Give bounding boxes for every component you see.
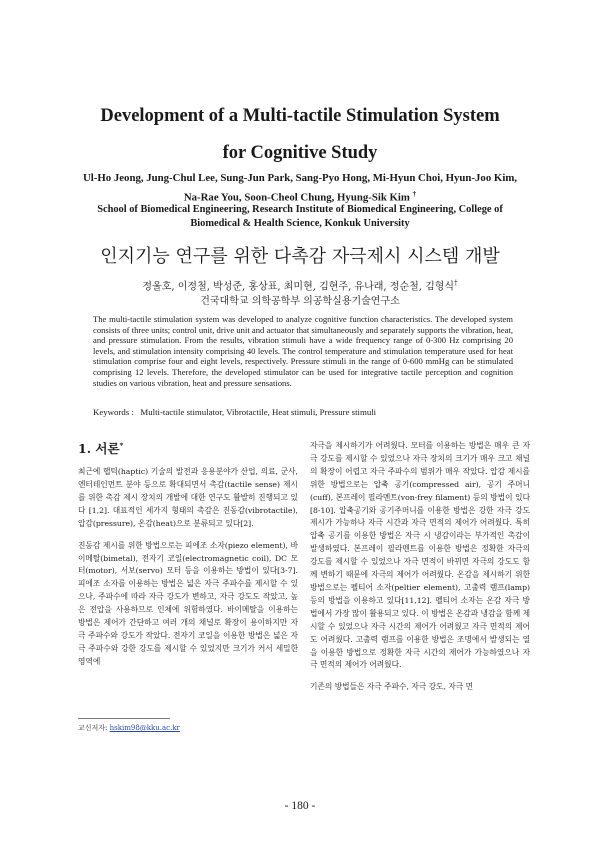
author-list [40, 170, 560, 206]
left-paragraph-1: 최근에 햅틱(haptic) 기술의 발전과 응용분야가 산업, 의료, 군사, 엔터테인먼트 분야 등으로 확대되면서 촉감(tactile sense) 제시를 위한 촉감 제시 장치의 개발에 대한 연구도 활발히 진행되고 있다 [1,2]. 대표적인 세가지 형태의 촉감은 진동감(vibrotactile), 압감(pressure), 온감(heat)으로 분류되고 있다[2]. [78, 467, 298, 528]
left-paragraph-2: 진동감 제시를 위한 방법으로는 피에조 소자(piezo element), 바이메탈(bimetal), 전자기 코일(electromagnetic coil), DC 모터(motor), 서보(servo) 모터 등을 이용하는 방법이 있다[3-7]. 피에조 소자를 이용하는 방법은 넓은 자극 주파수를 제시할 수 있으나, 주파수에 따라 자극 강도가 변하고, 자극 강도도 작았고, 높은 전압을 사용하므로 인체에 위험하였다. 바이메탈을 이용하는 방법은 제어가 간단하고 여러 개의 채널로 확장이 용이하지만 자극 주파수와 강도가 작았다. 전자기 코일을 이용한 방법은 넓은 자극 주파수와 강한 강도를 제시할 수 있었지만 크기가 커서 세밀한 영역에 [78, 540, 298, 666]
korean-author-names-line [40, 276, 560, 294]
affiliation [40, 203, 560, 230]
korean-author-names: 정울호, 이정철, 박성준, 홍상표, 최미현, 김현주, 유나래, 정순철, 김형식 [142, 281, 455, 293]
left-column [78, 440, 298, 678]
footnote-label: 교신저자: [78, 724, 108, 732]
author-names: Na-Rae You, Soon-Cheol Chung, Hyung-Sik Kim [183, 191, 410, 204]
author-list-line-1: Ul-Ho Jeong, Jung-Chul Lee, Sung-Jun Park, Sang-Pyo Hong, Mi-Hyun Choi, Hyun-Joo Kim, [82, 172, 518, 184]
korean-affiliation: 건국대학교 의학공학부 의공학실용기술연구소 [200, 296, 400, 308]
affiliation-line-1: School of Biomedical Engineering, Research Institute of Biomedical Engineering, College of [97, 204, 503, 215]
footnote-divider [78, 718, 170, 719]
section-heading-text: 1. 서론 [78, 441, 120, 457]
korean-author-block [40, 276, 560, 309]
section-heading [78, 440, 298, 456]
footnote [78, 723, 180, 733]
abstract: The multi-tactile stimulation system was developed to analyze cognitive function characteristics. The developed system consists of three units; control unit, drive unit and actuator that simultaneously and separately supports the vibration, heat, and pressure stimulation. From the results, vibration stimuli have a wide frequency range of 0-300 Hz comprising 20 levels, and stimulation intensity comprising 40 levels. The control temperature and stimulation temperature used for heat stimulation comprise four and eight levels, respectively. Pressure stimuli in the range of 0-600 mmHg can be stimulated comprising 12 levels. Therefore, the developed stimulator can be used for integrative tactile perception and cognition studies on various vibration, heat and pressure sensations. [93, 314, 513, 388]
korean-corresponding-mark: † [454, 279, 458, 287]
affiliation-line-2: Biomedical & Health Science, Konkuk University [190, 217, 410, 229]
corresponding-email-link[interactable]: hskim98@kku.ac.kr [109, 724, 180, 732]
korean-title: 인지기능 연구를 위한 다촉감 자극제시 시스템 개발 [100, 246, 500, 267]
right-column [310, 440, 530, 703]
keywords-value: Multi-tactile stimulator, Vibrotactile, Heat stimuli, Pressure stimuli [140, 407, 377, 417]
right-paragraph-1: 자극을 제시하기가 어려웠다. 모터를 이용하는 방법은 매우 큰 자극 강도를 제시할 수 있었으나 자극 장치의 크기가 매우 크고 채널의 확장이 어렵고 자극 주파수의 범위가 매우 작았다. 압감 제시를 위한 방법으로는 압축 공기(compressed air), 공기 주머니(cuff), 본프레이 필라멘트(von-frey filament) 등의 방법이 있다[8-10]. 압축공기와 공기주머니를 이용한 방법은 강한 자극 강도 제시가 가능하나 자극 시간과 자극 면적의 제어가 어려웠다. 특히 압축 공기를 이용한 방법은 자극 시 냉감이라는 부가적인 촉감이 발생하였다. 본프레이 필라멘트를 이용한 방법은 정확한 자극의 강도를 제시할 수 있었으나 자극 면적이 바뀌면 자극의 강도도 함께 변하기 때문에 자극의 제어가 어려웠다. 온감을 제시하기 위한 방법으로는 펠티어 소자(peltier element), 고출력 램프(lamp) 등의 방법을 이용하고 있다[11,12]. 펠티어 소자는 온감 자극 방법에서 가장 많이 활용되고 있다. 이 방법은 온감과 냉감을 함께 제시할 수 있었으나 자극 시간의 제어가 어려웠고 자극 면적의 제어도 어려웠다. 고출력 램프를 이용한 방법은 조명에서 발생되는 열을 이용한 방법으로 정확한 자극 시간의 제어가 가능하였으나 자극 면적의 제어가 어려웠다. [310, 441, 530, 670]
section-heading-mark: * [119, 441, 124, 450]
keywords-label: Keywords : [93, 407, 134, 417]
page-number: - 180 - [284, 800, 316, 812]
corresponding-author-mark: † [412, 190, 417, 198]
paper-title-line-2: for Cognitive Study [222, 143, 378, 163]
paper-title-line-1: Development of a Multi-tactile Stimulation System [100, 106, 500, 126]
right-paragraph-2: 기존의 방법들은 자극 주파수, 자극 강도, 자극 면 [310, 682, 474, 692]
keywords [93, 407, 513, 417]
